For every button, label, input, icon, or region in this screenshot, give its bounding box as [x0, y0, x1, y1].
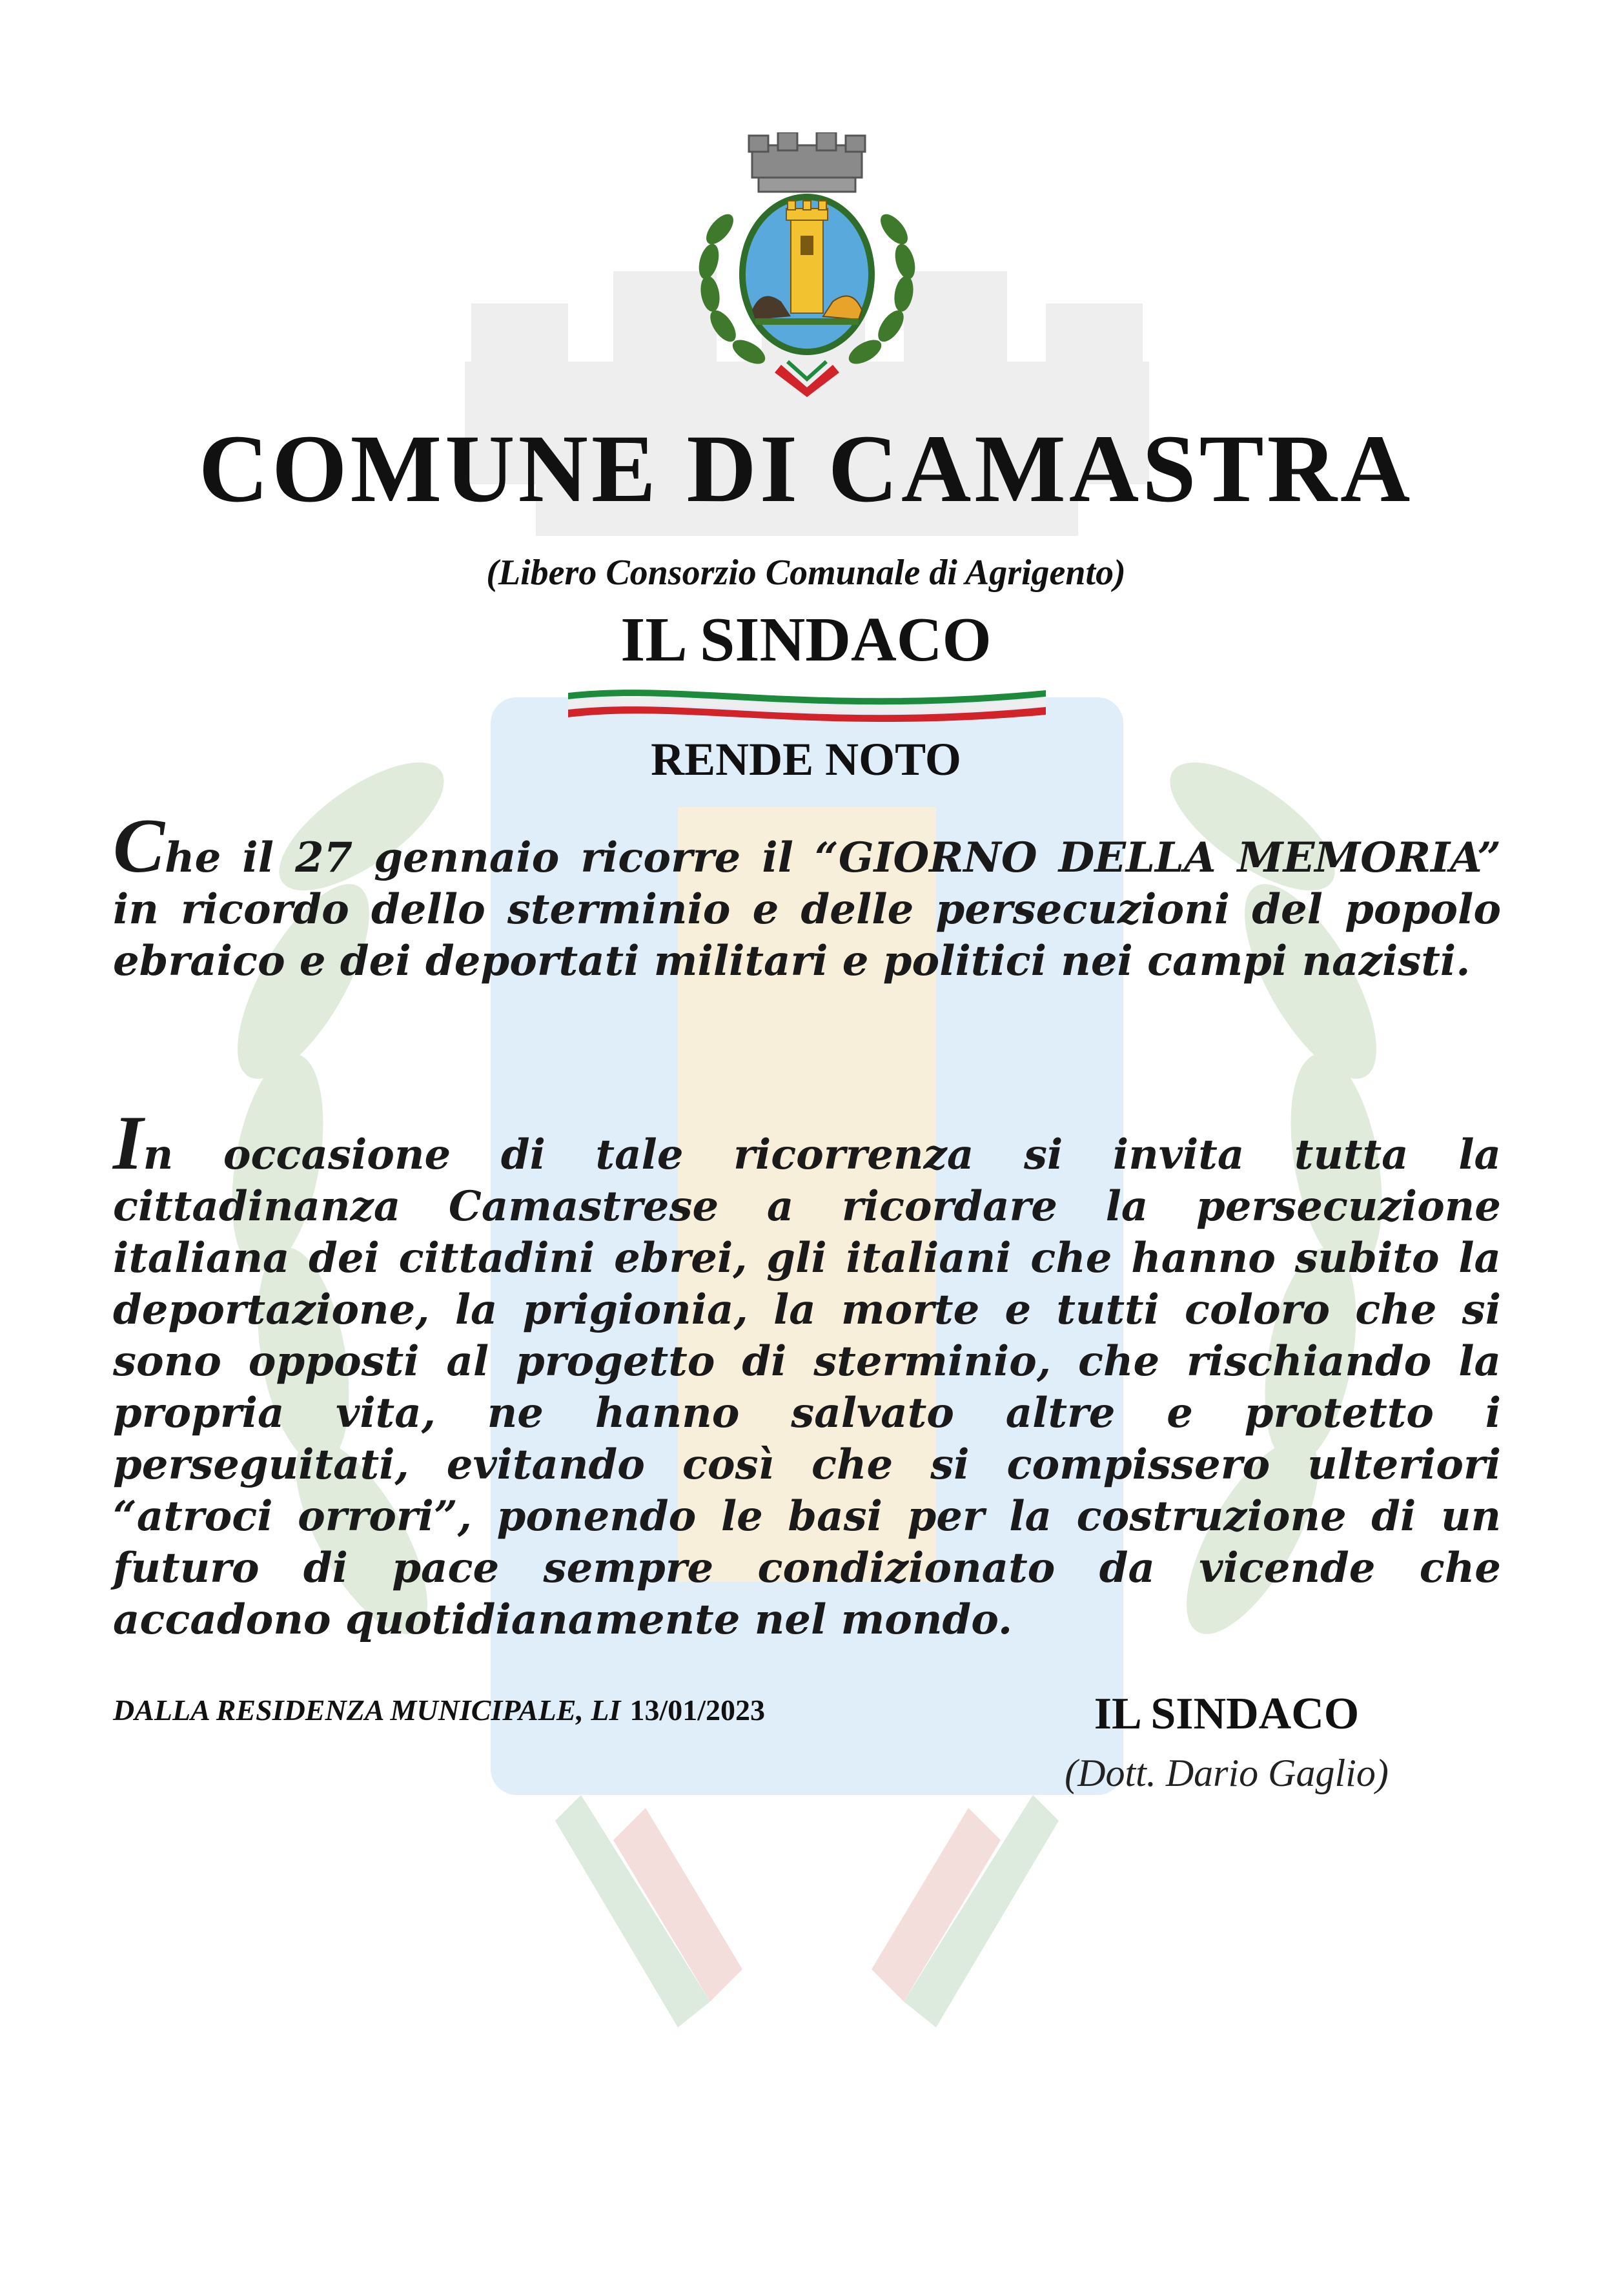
paragraph-1-text: he il 27 gennaio ricorre il “GIORNO DELLA MEMORIA” in ricordo dello sterminio e delle persecuzioni del popolo ebraico e dei deportati militari e politici nei campi nazisti.	[113, 834, 1501, 985]
office-heading: IL SINDACO	[620, 605, 992, 675]
page-title: COMUNE DI CAMASTRA	[198, 415, 1414, 522]
coat-of-arms-crest-icon	[684, 132, 930, 404]
italian-flag-ribbon-icon	[568, 681, 1046, 726]
body-paragraph-1	[113, 803, 1501, 987]
signer-title: IL SINDACO	[1094, 1689, 1360, 1739]
place-label: DALLA RESIDENZA MUNICIPALE, LI	[113, 1694, 621, 1727]
paragraph-1-initial: C	[113, 803, 165, 888]
page-subtitle: (Libero Consorzio Comunale di Agrigento)	[486, 553, 1126, 593]
signer-name: (Dott. Dario Gaglio)	[1065, 1752, 1389, 1794]
body-paragraph-2	[113, 1100, 1501, 1646]
paragraph-2-initial: I	[113, 1100, 143, 1185]
document-date: 13/01/2023	[629, 1694, 765, 1727]
place-date-line	[113, 1693, 765, 1727]
announcement-heading: RENDE NOTO	[651, 733, 961, 785]
paragraph-2-text: n occasione di tale ricorrenza si invita tutta la cittadinanza Camastrese a ricordare la persecuzione italiana dei cittadini ebrei, gli italiani che hanno subito la deportazione, la prigionia, la morte e tutti coloro che si sono opposti al progetto di sterminio, che rischiando la propria vita, ne hanno salvato altre e protetto i perseguitati, evitando così che si compissero ulteriori “atroci orrori”, ponendo le basi per la costruzione di un futuro di pace sempre condizionato da vicende che accadono quotidianamente nel mondo.	[113, 1131, 1501, 1644]
